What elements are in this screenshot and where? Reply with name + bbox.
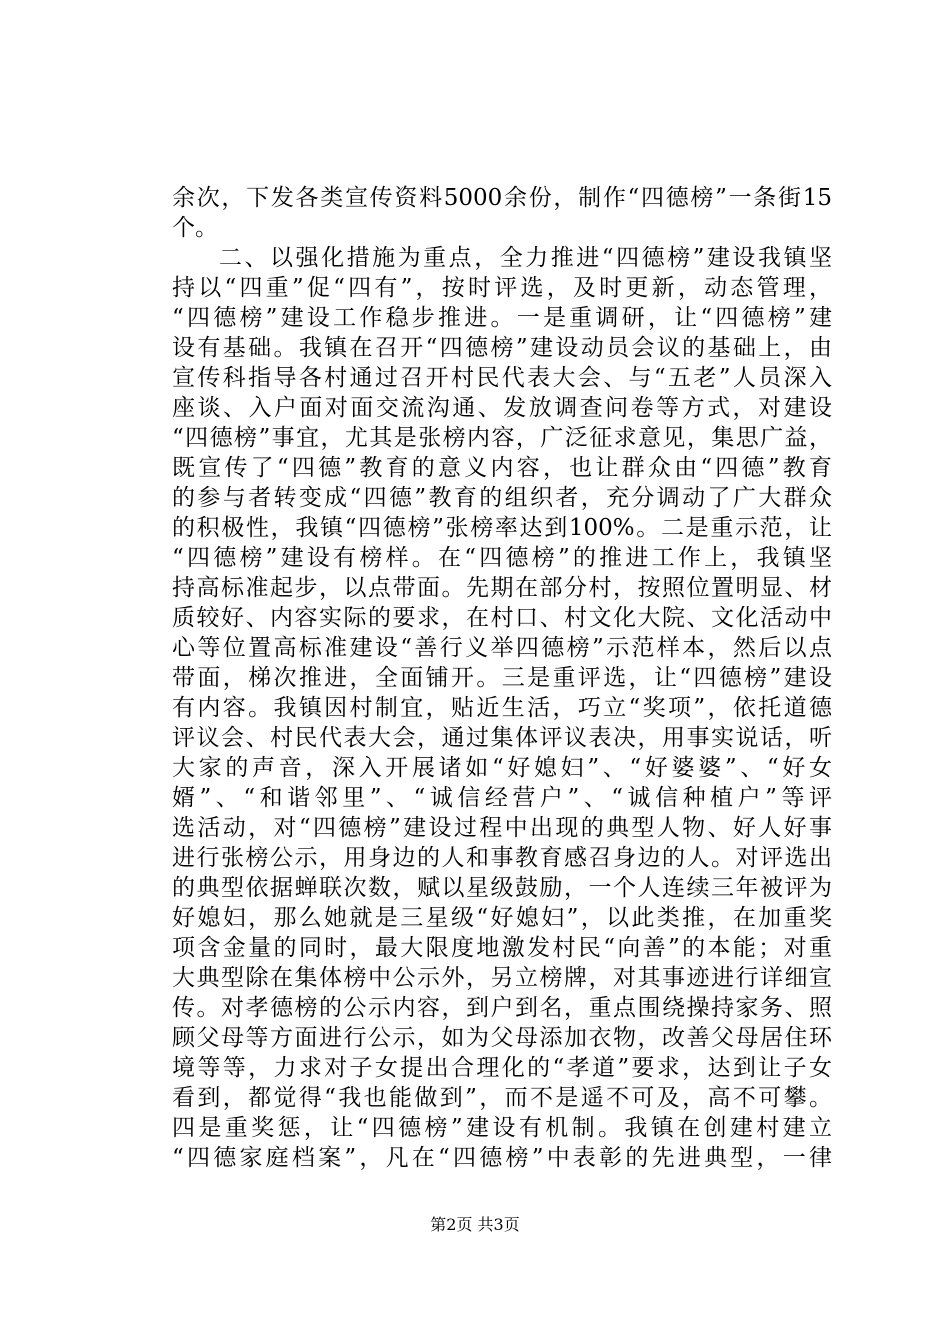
- text-line: 四是重奖惩，让“四德榜”建设有机制。我镇在创建村建立: [172, 1115, 832, 1141]
- text-line: 个。: [172, 215, 218, 241]
- text-line: 质较好、内容实际的要求，在村口、村文化大院、文化活动中: [172, 605, 832, 631]
- text-line: “四德榜”建设有榜样。在“四德榜”的推进工作上，我镇坚: [172, 545, 832, 571]
- text-line: 进行张榜公示，用身边的人和事教育感召身边的人。对评选出: [172, 845, 832, 871]
- text-line: “四德家庭档案”，凡在“四德榜”中表彰的先进典型，一律: [172, 1145, 832, 1171]
- text-line: 二、以强化措施为重点，全力推进“四德榜”建设我镇坚: [219, 245, 832, 271]
- text-line: “四德榜”建设工作稳步推进。一是重调研，让“四德榜”建: [172, 305, 832, 331]
- text-line: 顾父母等方面进行公示，如为父母添加衣物，改善父母居住环: [172, 1025, 832, 1051]
- text-line: 有内容。我镇因村制宜，贴近生活，巧立“奖项”，依托道德: [172, 695, 832, 721]
- text-line: 好媳妇，那么她就是三星级“好媳妇”，以此类推，在加重奖: [172, 905, 832, 931]
- text-line: 的积极性，我镇“四德榜”张榜率达到100%。二是重示范，让: [172, 515, 832, 541]
- text-line: 既宣传了“四德”教育的意义内容，也让群众由“四德”教育: [172, 455, 832, 481]
- text-line: 的参与者转变成“四德”教育的组织者，充分调动了广大群众: [172, 485, 832, 511]
- text-line: “四德榜”事宜，尤其是张榜内容，广泛征求意见，集思广益，: [172, 425, 832, 451]
- text-line: 持高标准起步，以点带面。先期在部分村，按照位置明显、材: [172, 575, 832, 601]
- text-line: 婿”、“和谐邻里”、“诚信经营户”、“诚信种植户”等评: [172, 785, 832, 811]
- text-line: 大典型除在集体榜中公示外，另立榜牌，对其事迹进行详细宣: [172, 965, 832, 991]
- text-line: 带面，梯次推进，全面铺开。三是重评选，让“四德榜”建设: [172, 665, 832, 691]
- text-line: 大家的声音，深入开展诸如“好媳妇”、“好婆婆”、“好女: [172, 755, 832, 781]
- text-line: 项含金量的同时，最大限度地激发村民“向善”的本能；对重: [172, 935, 832, 961]
- text-line: 座谈、入户面对面交流沟通、发放调查问卷等方式，对建设: [172, 395, 832, 421]
- text-line: 境等等，力求对子女提出合理化的“孝道”要求，达到让子女: [172, 1055, 832, 1081]
- text-line: 余次，下发各类宣传资料5000余份，制作“四德榜”一条街15: [172, 185, 832, 211]
- text-line: 设有基础。我镇在召开“四德榜”建设动员会议的基础上，由: [172, 335, 832, 361]
- text-line: 心等位置高标准建设“善行义举四德榜”示范样本，然后以点: [172, 635, 832, 661]
- text-line: 传。对孝德榜的公示内容，到户到名，重点围绕操持家务、照: [172, 995, 832, 1021]
- text-line: 评议会、村民代表大会，通过集体评议表决，用事实说话，听: [172, 725, 832, 751]
- text-line: 的典型依据蝉联次数，赋以星级鼓励，一个人连续三年被评为: [172, 875, 832, 901]
- text-line: 持以“四重”促“四有”，按时评选，及时更新，动态管理，: [172, 275, 832, 301]
- text-line: 看到，都觉得“我也能做到”，而不是遥不可及，高不可攀。: [172, 1085, 832, 1111]
- page-footer: 第2页 共3页: [430, 1215, 520, 1234]
- text-line: 宣传科指导各村通过召开村民代表大会、与“五老”人员深入: [172, 365, 832, 391]
- text-line: 选活动，对“四德榜”建设过程中出现的典型人物、好人好事: [172, 815, 832, 841]
